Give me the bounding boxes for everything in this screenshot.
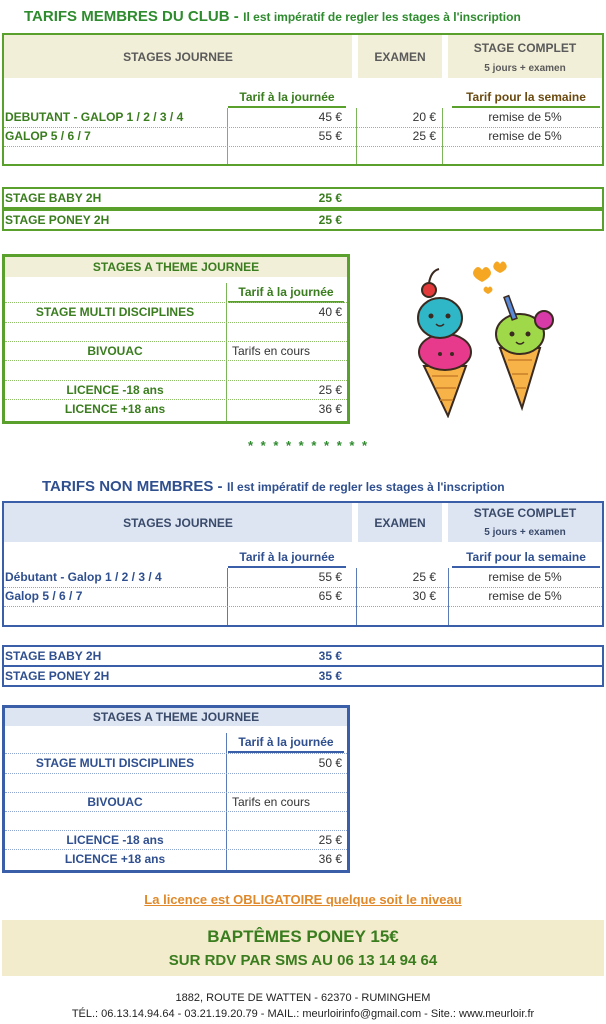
non-members-theme-lic-major-price: 36 € [318,852,342,866]
non-members-row-1-day: 55 € [318,570,342,584]
non-members-title-row [42,478,505,496]
non-members-week-rate-header: Tarif pour la semaine [452,550,600,568]
footer-address: 1882, ROUTE DE WATTEN - 62370 - RUMINGHEM [175,992,431,1004]
members-subtitle: Il est impératif de regler les stages à l'inscription [243,10,521,24]
non-members-poney-price: 35 € [318,669,342,683]
non-members-poney-label: STAGE PONEY 2H [5,669,110,683]
members-col-complete-sub: 5 jours + examen [448,58,602,78]
non-members-row-1-exam: 25 € [412,570,436,584]
members-week-rate-header: Tarif pour la semaine [452,90,600,108]
non-members-baby-price: 35 € [318,649,342,663]
members-row-1-week: remise de 5% [488,110,562,124]
non-members-row-2-label: Galop 5 / 6 / 7 [5,589,83,603]
members-theme-bivouac-label: BIVOUAC [87,344,143,358]
members-theme-multi-label: STAGE MULTI DISCIPLINES [35,305,195,319]
members-theme-multi-price: 40 € [318,305,342,319]
members-baby-price: 25 € [318,191,342,205]
members-row-2-label: GALOP 5 / 6 / 7 [5,129,91,143]
ice-cream-cones-illustration [396,258,586,418]
non-members-col-complete: STAGE COMPLET [448,503,602,523]
non-members-col-complete-sub: 5 jours + examen [448,522,602,542]
non-members-theme-multi-label: STAGE MULTI DISCIPLINES [35,756,195,770]
members-day-rate-header: Tarif à la journée [228,90,346,108]
members-row-1-exam: 20 € [412,110,436,124]
non-members-theme-day-rate-header: Tarif à la journée [228,735,344,753]
non-members-theme-bivouac-label: BIVOUAC [87,795,143,809]
non-members-row-1-label: Débutant - Galop 1 / 2 / 3 / 4 [5,570,162,584]
members-row-1-day: 45 € [318,110,342,124]
members-theme-day-rate-header: Tarif à la journée [228,285,344,303]
members-poney-price: 25 € [318,213,342,227]
non-members-col-stages: STAGES JOURNEE [4,503,352,542]
non-members-theme-multi-price: 50 € [318,756,342,770]
members-theme-bivouac-price: Tarifs en cours [232,344,311,358]
members-theme-lic-minor-price: 25 € [318,383,342,397]
members-theme-lic-minor-label: LICENCE -18 ans [66,383,164,397]
baptemes-title: BAPTÊMES PONEY 15€ [207,927,399,946]
non-members-row-2-week: remise de 5% [488,589,562,603]
non-members-row-2-day: 65 € [318,589,342,603]
members-row-1-label: DEBUTANT - GALOP 1 / 2 / 3 / 4 [5,110,184,124]
non-members-theme-title: STAGES A THEME JOURNEE [5,708,347,726]
non-members-baby-label: STAGE BABY 2H [5,649,102,663]
non-members-subtitle: Il est impératif de regler les stages à l'inscription [227,480,505,494]
members-row-2-week: remise de 5% [488,129,562,143]
members-theme-lic-major-label: LICENCE +18 ans [64,402,166,416]
non-members-theme-lic-major-label: LICENCE +18 ans [64,852,166,866]
non-members-row-1-week: remise de 5% [488,570,562,584]
members-row-2-exam: 25 € [412,129,436,143]
non-members-row-2-exam: 30 € [412,589,436,603]
members-theme-title: STAGES A THEME JOURNEE [5,257,347,277]
members-col-stages: STAGES JOURNEE [4,35,352,78]
members-poney-label: STAGE PONEY 2H [5,213,110,227]
footer-contact: TÉL.: 06.13.14.94.64 - 03.21.19.20.79 - MAIL.: meurloirinfo@gmail.com - Site.: www.meurloir.fr [71,1008,535,1020]
members-baby-label: STAGE BABY 2H [5,191,102,205]
section-separator: * * * * * * * * * * [248,438,370,453]
non-members-theme-bivouac-price: Tarifs en cours [232,795,311,809]
non-members-col-exam: EXAMEN [358,503,442,542]
members-title-row [24,8,521,26]
licence-note: La licence est OBLIGATOIRE quelque soit le niveau [144,892,462,907]
non-members-theme-lic-minor-price: 25 € [318,833,342,847]
members-title: TARIFS MEMBRES DU CLUB - [24,8,239,25]
non-members-theme-lic-minor-label: LICENCE -18 ans [66,833,164,847]
non-members-day-rate-header: Tarif à la journée [228,550,346,568]
members-row-2-day: 55 € [318,129,342,143]
baptemes-rdv: SUR RDV PAR SMS AU 06 13 14 94 64 [168,952,438,969]
non-members-title: TARIFS NON MEMBRES - [42,478,223,495]
members-col-complete: STAGE COMPLET [448,35,602,60]
members-theme-lic-major-price: 36 € [318,402,342,416]
non-members-theme-table [2,705,350,873]
members-col-exam: EXAMEN [358,35,442,78]
